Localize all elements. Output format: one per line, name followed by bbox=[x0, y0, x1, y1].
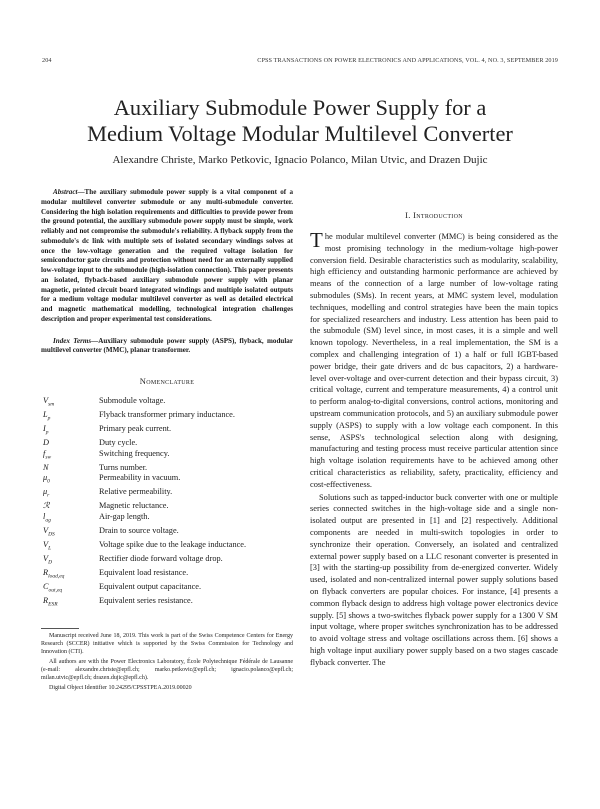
page-number: 204 bbox=[42, 57, 52, 64]
nomenclature-description: Magnetic reluctance. bbox=[99, 501, 169, 511]
intro-paragraph-1-text: he modular multilevel converter (MMC) is being considered as the most promising technology in the medium-voltage high-power conversion field. Desirable characteristics such as modularity, scalability, high efficiency and outstanding harmonic performance are achieved by means of the connection of a large number of low-voltage rating submodules (SMs). In recent years, at MMC system level, modulation techniques, modelling and control strategies have been the main topics for specialized researchers and industry. Less attention has been paid to the submodule (SM) level since, in most cases, it is a simple and well known topology. Nevertheless, in a real implementation, the SM is a complex and challenging integration of 1) a half or full IGBT-based power bridge, their gate drivers and dc bus capacitors, 2) a hardware-level over-voltage and over-current detection and their bypass circuit, 3) critical voltage, current and temperature measurements, 4) a control unit to perform analog-to-digital conversions, control actions, monitoring and upstream communication protocols, and 5) an auxiliary submodule power supply (ASPS) to supply with a low voltage each component. In this sense, ASPS's technological selection along with designing, manufacturing and testing process must receive particular attention since high voltage isolation requirements have to be achieved among other critical characteristics as reliability, safety, practicality, efficiency and cost-effectiveness. bbox=[310, 232, 558, 489]
symbol-subscript: DS bbox=[48, 531, 55, 538]
nomenclature-row bbox=[41, 463, 293, 473]
nomenclature-row bbox=[41, 424, 293, 438]
nomenclature-description: Drain to source voltage. bbox=[99, 525, 179, 535]
symbol-base: D bbox=[43, 438, 49, 448]
abstract bbox=[41, 188, 293, 325]
drop-cap: T bbox=[310, 228, 323, 252]
symbol-base: l bbox=[43, 511, 46, 521]
nomenclature-row bbox=[41, 512, 293, 526]
symbol-base: V bbox=[43, 553, 49, 563]
nomenclature-description: Submodule voltage. bbox=[99, 396, 166, 406]
footnote-affiliation: All authors are with the Power Electronics Laboratory, École Polytechnique Fédérale de Lausanne (e-mail: alexandre.christe@epfl.ch; marko.petkovic@epfl.ch; ignacio.polanco@epfl.ch; milan.utvic@epfl.ch; drazen.dujic@epfl.ch). bbox=[41, 659, 293, 682]
symbol-base: f bbox=[43, 448, 46, 458]
symbol-subscript: ag bbox=[45, 517, 51, 524]
nomenclature-description: Permeability in vacuum. bbox=[99, 473, 181, 483]
nomenclature-row bbox=[41, 540, 293, 554]
nomenclature-symbol bbox=[41, 554, 99, 568]
nomenclature-symbol bbox=[41, 582, 99, 596]
symbol-base: μ bbox=[43, 487, 48, 497]
footnote-rule bbox=[41, 628, 79, 629]
symbol-subscript: sw bbox=[45, 454, 52, 461]
nomenclature-symbol bbox=[41, 463, 99, 473]
nomenclature-symbol bbox=[41, 449, 99, 463]
title-line-2: Medium Voltage Modular Multilevel Converter bbox=[87, 121, 513, 146]
nomenclature-row bbox=[41, 554, 293, 568]
nomenclature-symbol bbox=[41, 540, 99, 554]
nomenclature-row bbox=[41, 568, 293, 582]
nomenclature-row bbox=[41, 410, 293, 424]
symbol-base: R bbox=[43, 596, 49, 606]
nomenclature-row bbox=[41, 396, 293, 410]
title-line-1: Auxiliary Submodule Power Supply for a bbox=[113, 95, 487, 120]
symbol-base: V bbox=[43, 525, 49, 535]
nomenclature-row bbox=[41, 596, 293, 610]
nomenclature-symbol bbox=[41, 596, 99, 610]
symbol-subscript: r bbox=[47, 492, 50, 499]
nomenclature-row bbox=[41, 582, 293, 596]
nomenclature-description: Turns number. bbox=[99, 462, 148, 472]
nomenclature-row bbox=[41, 501, 293, 511]
introduction-heading: I. Introduction bbox=[405, 210, 463, 220]
symbol-subscript: ESR bbox=[48, 601, 58, 608]
nomenclature-description: Voltage spike due to the leakage inductance. bbox=[99, 539, 247, 549]
footnote-manuscript: Manuscript received June 18, 2019. This work is part of the Swiss Competence Centers for Energy Research (SCCER) initiative which is supported by the Swiss Commission for Technology and Innovation (CTI). bbox=[41, 633, 293, 656]
nomenclature-description: Air-gap length. bbox=[99, 511, 150, 521]
index-terms bbox=[41, 337, 293, 357]
nomenclature-symbol bbox=[41, 526, 99, 540]
symbol-subscript: D bbox=[48, 559, 53, 566]
nomenclature-symbol bbox=[41, 410, 99, 424]
nomenclature-symbol bbox=[41, 438, 99, 448]
symbol-subscript: 0 bbox=[47, 478, 50, 485]
author-list: Alexandre Christe, Marko Petkovic, Ignacio Polanco, Milan Utvic, and Drazen Dujic bbox=[112, 154, 488, 166]
paper-title bbox=[40, 95, 560, 147]
symbol-base: ℛ bbox=[43, 501, 50, 511]
symbol-base: V bbox=[43, 396, 49, 406]
symbol-base: N bbox=[43, 462, 49, 472]
nomenclature-description: Equivalent load resistance. bbox=[99, 567, 189, 577]
symbol-subscript: sm bbox=[48, 401, 55, 408]
nomenclature-row bbox=[41, 473, 293, 487]
symbol-base: C bbox=[43, 582, 49, 591]
nomenclature-row bbox=[41, 449, 293, 463]
right-column bbox=[310, 210, 558, 668]
nomenclature-symbol bbox=[41, 568, 99, 582]
nomenclature-symbol bbox=[41, 473, 99, 487]
nomenclature-symbol bbox=[41, 512, 99, 526]
nomenclature-description: Flyback transformer primary inductance. bbox=[99, 410, 235, 420]
symbol-base: μ bbox=[43, 473, 48, 483]
nomenclature-row bbox=[41, 487, 293, 501]
nomenclature-symbol bbox=[41, 487, 99, 501]
nomenclature-symbol bbox=[41, 424, 99, 438]
index-terms-label: Index Terms bbox=[53, 336, 92, 345]
nomenclature-description: Duty cycle. bbox=[99, 438, 138, 448]
symbol-subscript: out,eq bbox=[48, 587, 63, 594]
abstract-text: —The auxiliary submodule power supply is a vital component of a modular multilevel converter submodule or any multi-submodule converter. Considering the high isolation requirements and difficulties to provide power from the ground potential, the auxiliary submodule power supply must be simple, work reliably and not compromise the submodule's reliability. A flyback supply from the submodule's dc link with multiple sets of isolated secondary windings solves at once the low-voltage generation and the required voltage isolation for semiconductor gate circuits and protection without need for an externally supplied low-voltage input to the submodule (high-isolation connection). This paper presents an isolated, flyback-based auxiliary submodule power supply with planar magnetic, printed circuit board integrated windings and multiple isolated outputs for a medium voltage modular multilevel converter as well as detailed electrical and magnetic mathematical modelling, technological integration challenges description and proper experimental test considerations. bbox=[41, 188, 293, 323]
index-terms-text: —Auxiliary submodule power supply (ASPS), flyback, modular multilevel converter (MMC), planar transformer. bbox=[41, 336, 293, 355]
symbol-base: I bbox=[43, 424, 46, 434]
nomenclature-description: Equivalent series resistance. bbox=[99, 596, 193, 606]
intro-paragraph-2: Solutions such as tapped-inductor buck converter with one or multiple series connected switches in the high-voltage side and a single non-isolated output are presented in [1] and [2] respectively. Additional components are needed in multi-switch topologies in order to synchronize their operation. Conversely, an isolated and centralized external power supply based on a LLC resonant converter is presented in [3] with the starting-up possibility from de-energized converter. Widely used, isolated and non-centralized internal power supply solutions based on flyback converters are popular choices. For instance, [4] presents a common flyback design to address high voltage power electronics device supply. [5] shows a two-switches flyback power supply for a 1300 V SM input voltage, where proper switches synchronization has to be addressed to avoid voltage stress and voltage oscillations across them. [6] shows a high voltage input auxiliary power supply based on a two stages cascade flyback converter. The bbox=[310, 492, 558, 667]
symbol-subscript: p bbox=[45, 429, 49, 436]
symbol-subscript: p bbox=[47, 415, 51, 422]
nomenclature-description: Primary peak current. bbox=[99, 424, 172, 434]
nomenclature-table bbox=[41, 396, 293, 610]
abstract-label: Abstract bbox=[53, 188, 78, 196]
nomenclature-description: Equivalent output capacitance. bbox=[99, 582, 202, 591]
nomenclature-description: Switching frequency. bbox=[99, 448, 170, 458]
footnote-doi: Digital Object Identifier 10.24295/CPSSTPEA.2019.00020 bbox=[49, 685, 192, 692]
symbol-subscript: load,eq bbox=[48, 573, 65, 580]
symbol-base: R bbox=[43, 567, 49, 577]
nomenclature-symbol bbox=[41, 501, 99, 511]
left-column bbox=[41, 188, 293, 694]
symbol-subscript: L bbox=[48, 545, 52, 552]
intro-paragraph-1 bbox=[310, 228, 558, 491]
symbol-base: L bbox=[43, 410, 48, 420]
nomenclature-row bbox=[41, 526, 293, 540]
nomenclature-symbol bbox=[41, 396, 99, 410]
nomenclature-heading: Nomenclature bbox=[139, 376, 195, 387]
nomenclature-description: Relative permeability. bbox=[99, 487, 173, 497]
journal-header: CPSS TRANSACTIONS ON POWER ELECTRONICS AND APPLICATIONS, VOL. 4, NO. 3, SEPTEMBER 2019 bbox=[257, 57, 558, 64]
nomenclature-description: Rectifier diode forward voltage drop. bbox=[99, 553, 223, 563]
nomenclature-row bbox=[41, 438, 293, 448]
symbol-base: V bbox=[43, 539, 49, 549]
